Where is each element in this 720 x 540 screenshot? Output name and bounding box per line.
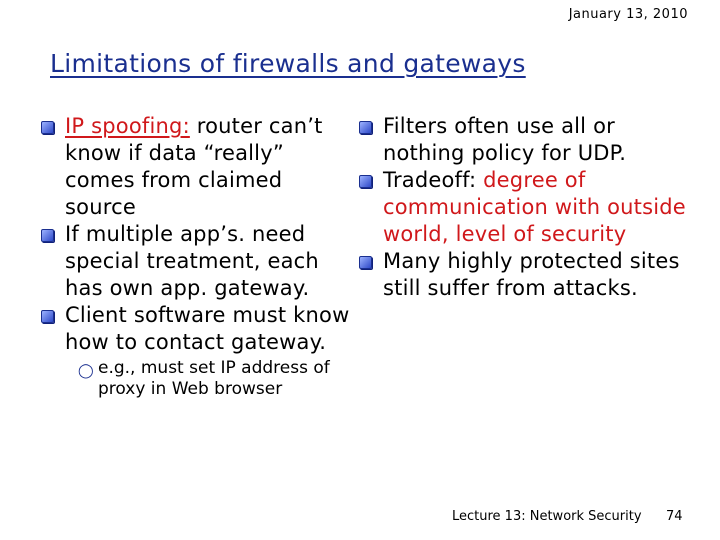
slide-date: January 13, 2010 [568, 7, 688, 22]
tradeoff-highlight: degree of communication with outside world, level of security [383, 168, 686, 246]
footer-lecture: Lecture 13: Network Security [452, 509, 642, 524]
ip-spoofing-term: IP spoofing: [65, 114, 190, 138]
bullet-filters [358, 113, 698, 167]
bullet-client-software [40, 302, 350, 356]
square-bullet-icon [359, 121, 372, 134]
square-bullet-icon [41, 310, 54, 323]
bullet-tradeoff [358, 167, 698, 248]
right-column [358, 113, 698, 302]
client-software-text: Client software must know how to contact gateway. [65, 303, 350, 354]
filters-text: Filters often use all or nothing policy for UDP. [383, 114, 627, 165]
tradeoff-label: Tradeoff: [383, 168, 484, 192]
protected-sites-text: Many highly protected sites still suffer from attacks. [383, 249, 680, 300]
square-bullet-icon [359, 256, 372, 269]
ip-spoofing-text: router can’t know if data “really” comes from claimed source [65, 114, 323, 219]
page-number: 74 [666, 509, 683, 524]
bullet-protected-sites [358, 248, 698, 302]
sub-bullet-proxy [40, 358, 350, 400]
left-column [40, 113, 350, 400]
multiple-apps-text: If multiple app’s. need special treatment, each has own app. gateway. [65, 222, 319, 300]
bullet-multiple-apps [40, 221, 350, 302]
hollow-circle-bullet-icon: ◯ [78, 363, 94, 379]
square-bullet-icon [41, 229, 54, 242]
proxy-text: e.g., must set IP address of proxy in Web browser [98, 358, 330, 399]
square-bullet-icon [41, 121, 54, 134]
bullet-ip-spoofing [40, 113, 350, 221]
slide-title: Limitations of firewalls and gateways [50, 49, 526, 78]
square-bullet-icon [359, 175, 372, 188]
